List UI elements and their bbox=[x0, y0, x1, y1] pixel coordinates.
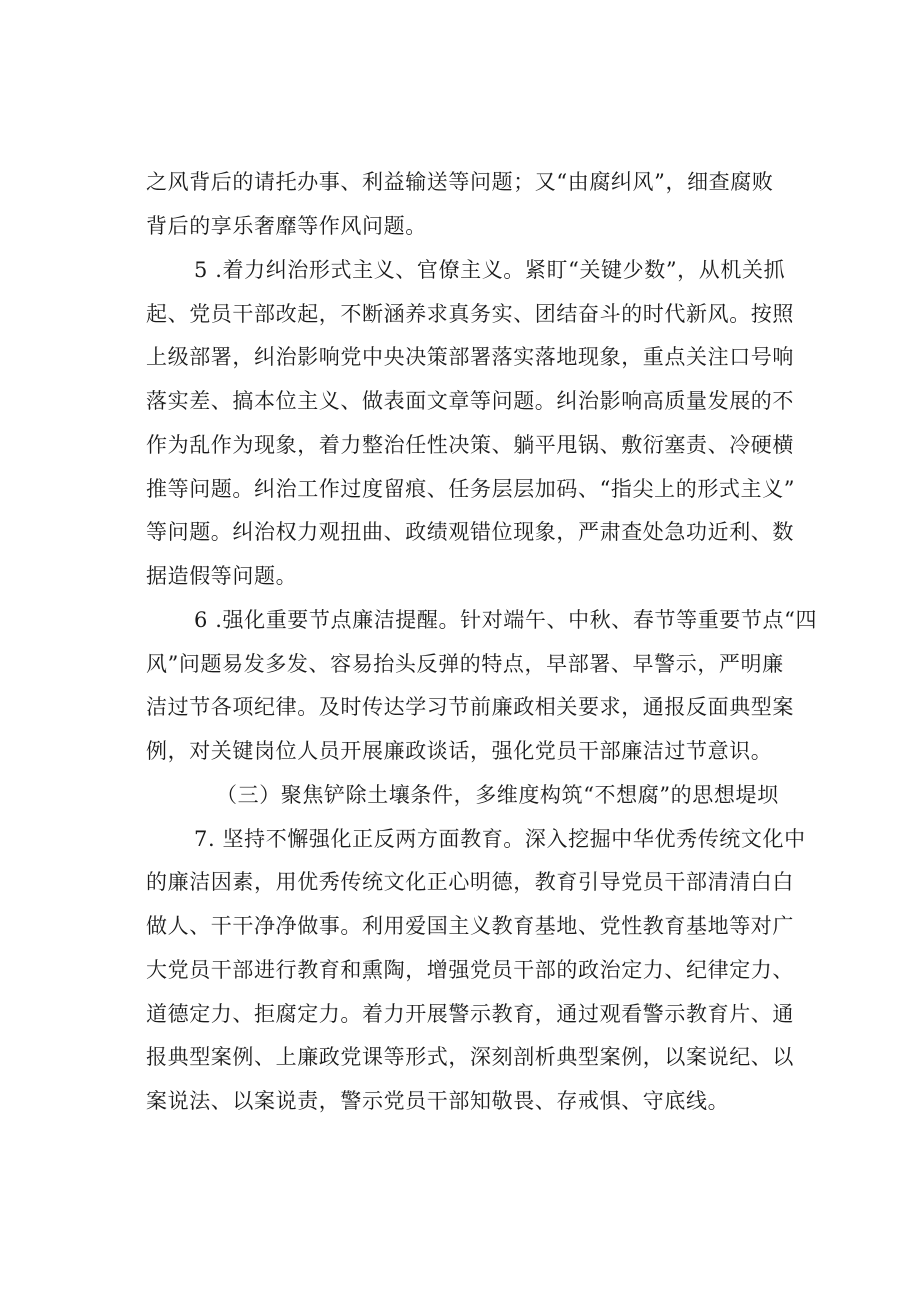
text-line-18: 做人、干干净净做事。利用爱国主义教育基地、党性教育基地等对广 bbox=[146, 914, 794, 938]
text-line-9: 等问题。纠治权力观扭曲、政绩观错位现象，严肃查处急功近利、数 bbox=[146, 520, 794, 544]
text-line-17: 的廉洁因素，用优秀传统文化正心明德，教育引导党员干部清清白白 bbox=[146, 870, 794, 894]
paragraph-6-start: 6 .强化重要节点廉洁提醒。针对端午、中秋、春节等重要节点“四 bbox=[194, 608, 818, 632]
text-line-22: 案说法、以案说责，警示党员干部知敬畏、存戒惧、守底线。 bbox=[146, 1089, 730, 1113]
paragraph-5-start: 5 .着力纠治形式主义、官僚主义。紧盯“关键少数”，从机关抓 bbox=[194, 258, 786, 282]
paragraph-7-start: 7. 坚持不懈强化正反两方面教育。深入挖掘中华优秀传统文化中 bbox=[194, 827, 806, 851]
text-line-13: 洁过节各项纪律。及时传达学习节前廉政相关要求，通报反面典型案 bbox=[146, 695, 794, 719]
text-line-7: 作为乱作为现象，着力整治任性决策、躺平甩锅、敷衍塞责、冷硬横 bbox=[146, 433, 794, 457]
text-line-12: 风”问题易发多发、容易抬头反弹的特点，早部署、早警示，严明廉 bbox=[146, 652, 784, 676]
text-line-2: 背后的享乐奢靡等作风问题。 bbox=[146, 214, 427, 238]
section-heading: （三）聚焦铲除土壤条件，多维度构筑“不想腐”的思想堤坝 bbox=[216, 783, 779, 807]
text-line-21: 报典型案例、上廉政党课等形式，深刻剖析典型案例，以案说纪、以 bbox=[146, 1045, 794, 1069]
text-line-19: 大党员干部进行教育和熏陶，增强党员干部的政治定力、纪律定力、 bbox=[146, 958, 794, 982]
text-line-5: 上级部署，纠治影响党中央决策部署落实落地现象，重点关注口号响 bbox=[146, 345, 794, 369]
text-line-10: 据造假等问题。 bbox=[146, 564, 298, 588]
text-line-8: 推等问题。纠治工作过度留痕、任务层层加码、“指尖上的形式主义” bbox=[146, 477, 796, 501]
text-line-6: 落实差、搞本位主义、做表面文章等问题。纠治影响高质量发展的不 bbox=[146, 389, 794, 413]
text-line-14: 例，对关键岗位人员开展廉政谈话，强化党员干部廉洁过节意识。 bbox=[146, 739, 773, 763]
text-line-1: 之风背后的请托办事、利益输送等问题；又“由腐纠风”，细查腐败 bbox=[146, 170, 774, 194]
text-line-4: 起、党员干部改起，不断涵养求真务实、团结奋斗的时代新风。按照 bbox=[146, 302, 794, 326]
text-line-20: 道德定力、拒腐定力。着力开展警示教育，通过观看警示教育片、通 bbox=[146, 1002, 794, 1026]
